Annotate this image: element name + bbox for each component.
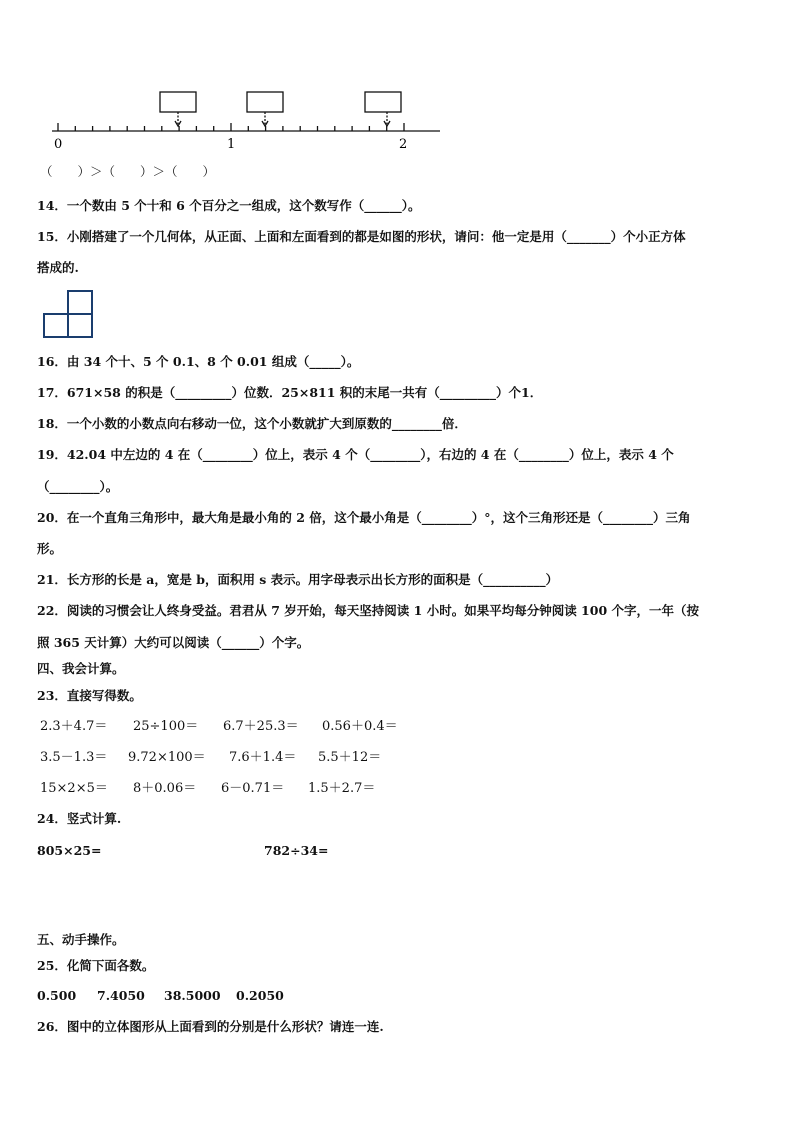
q23-item: 0.56＋0.4＝ xyxy=(322,719,398,734)
q25-number: 0.500 xyxy=(37,988,77,1003)
number-line-label-0: 0 xyxy=(54,137,63,152)
section-4-title: 四、我会计算。 xyxy=(37,661,125,676)
question-23-label: 23．直接写得数。 xyxy=(37,688,142,703)
question-22-line1: 22．阅读的习惯会让人终身受益。君君从 7 岁开始，每天坚持阅读 1 小时。如果平均每分钟阅读 100 个字，一年（按 xyxy=(37,603,699,618)
question-26-label: 26．图中的立体图形从上面看到的分别是什么形状？请连一连. xyxy=(37,1019,384,1034)
number-line-label-1: 1 xyxy=(227,137,236,152)
question-15-line1: 15．小刚搭建了一个几何体，从正面、上面和左面看到的都是如图的形状，请问：他一定是用（_______）个小正方体 xyxy=(37,229,686,244)
question-21: 21．长方形的长是 a，宽是 b，面积用 s 表示。用字母表示出长方形的面积是（__________） xyxy=(37,572,559,587)
number-line-label-2: 2 xyxy=(399,137,408,152)
q23-item: 8＋0.06＝ xyxy=(133,781,197,796)
answer-box-3[interactable] xyxy=(365,92,401,112)
answer-box-2[interactable] xyxy=(247,92,283,112)
q23-item: 3.5－1.3＝ xyxy=(40,750,108,765)
number-line-figure xyxy=(44,86,444,152)
q24-left-expr: 805×25= xyxy=(37,843,102,858)
cube-view-figure xyxy=(42,289,96,341)
question-20-line2: 形。 xyxy=(37,541,63,556)
question-17: 17．671×58 的积是（_________）位数．25×811 积的末尾一共有（_________）个1． xyxy=(37,385,543,400)
q23-item: 1.5＋2.7＝ xyxy=(308,781,376,796)
question-18: 18．一个小数的小数点向右移动一位，这个小数就扩大到原数的________倍． xyxy=(37,416,467,431)
q23-item: 6.7＋25.3＝ xyxy=(223,719,299,734)
q23-item: 15×2×5＝ xyxy=(40,781,108,796)
question-24-label: 24．竖式计算. xyxy=(37,811,122,826)
question-15-line2: 搭成的. xyxy=(37,260,79,275)
question-25-label: 25．化简下面各数。 xyxy=(37,958,155,973)
q25-number: 38.5000 xyxy=(164,988,221,1003)
answer-box-1[interactable] xyxy=(160,92,196,112)
question-19-line1: 19．42.04 中左边的 4 在（________）位上，表示 4 个（________），右边的 4 在（________）位上，表示 4 个 xyxy=(37,447,674,462)
section-5-title: 五、动手操作。 xyxy=(37,932,125,947)
q24-right-expr: 782÷34= xyxy=(264,843,329,858)
q25-number: 0.2050 xyxy=(236,988,284,1003)
q23-item: 2.3＋4.7＝ xyxy=(40,719,108,734)
q23-item: 6－0.71＝ xyxy=(221,781,285,796)
question-22-line2: 照 365 天计算）大约可以阅读（______）个字。 xyxy=(37,635,310,650)
q25-number: 7.4050 xyxy=(97,988,145,1003)
question-16: 16．由 34 个十、5 个 0.1、8 个 0.01 组成（_____）。 xyxy=(37,354,360,369)
q23-item: 5.5＋12＝ xyxy=(318,750,382,765)
question-14: 14．一个数由 5 个十和 6 个百分之一组成，这个数写作（______）。 xyxy=(37,198,421,213)
q23-item: 9.72×100＝ xyxy=(128,750,206,765)
question-20-line1: 20．在一个直角三角形中，最大角是最小角的 2 倍，这个最小角是（________）°，这个三角形还是（________）三角 xyxy=(37,510,691,525)
compare-blanks: （ ）＞（ ）＞（ ） xyxy=(40,164,216,179)
q23-item: 7.6＋1.4＝ xyxy=(229,750,297,765)
q23-item: 25÷100＝ xyxy=(133,719,199,734)
question-19-line2: （________）。 xyxy=(37,479,119,494)
